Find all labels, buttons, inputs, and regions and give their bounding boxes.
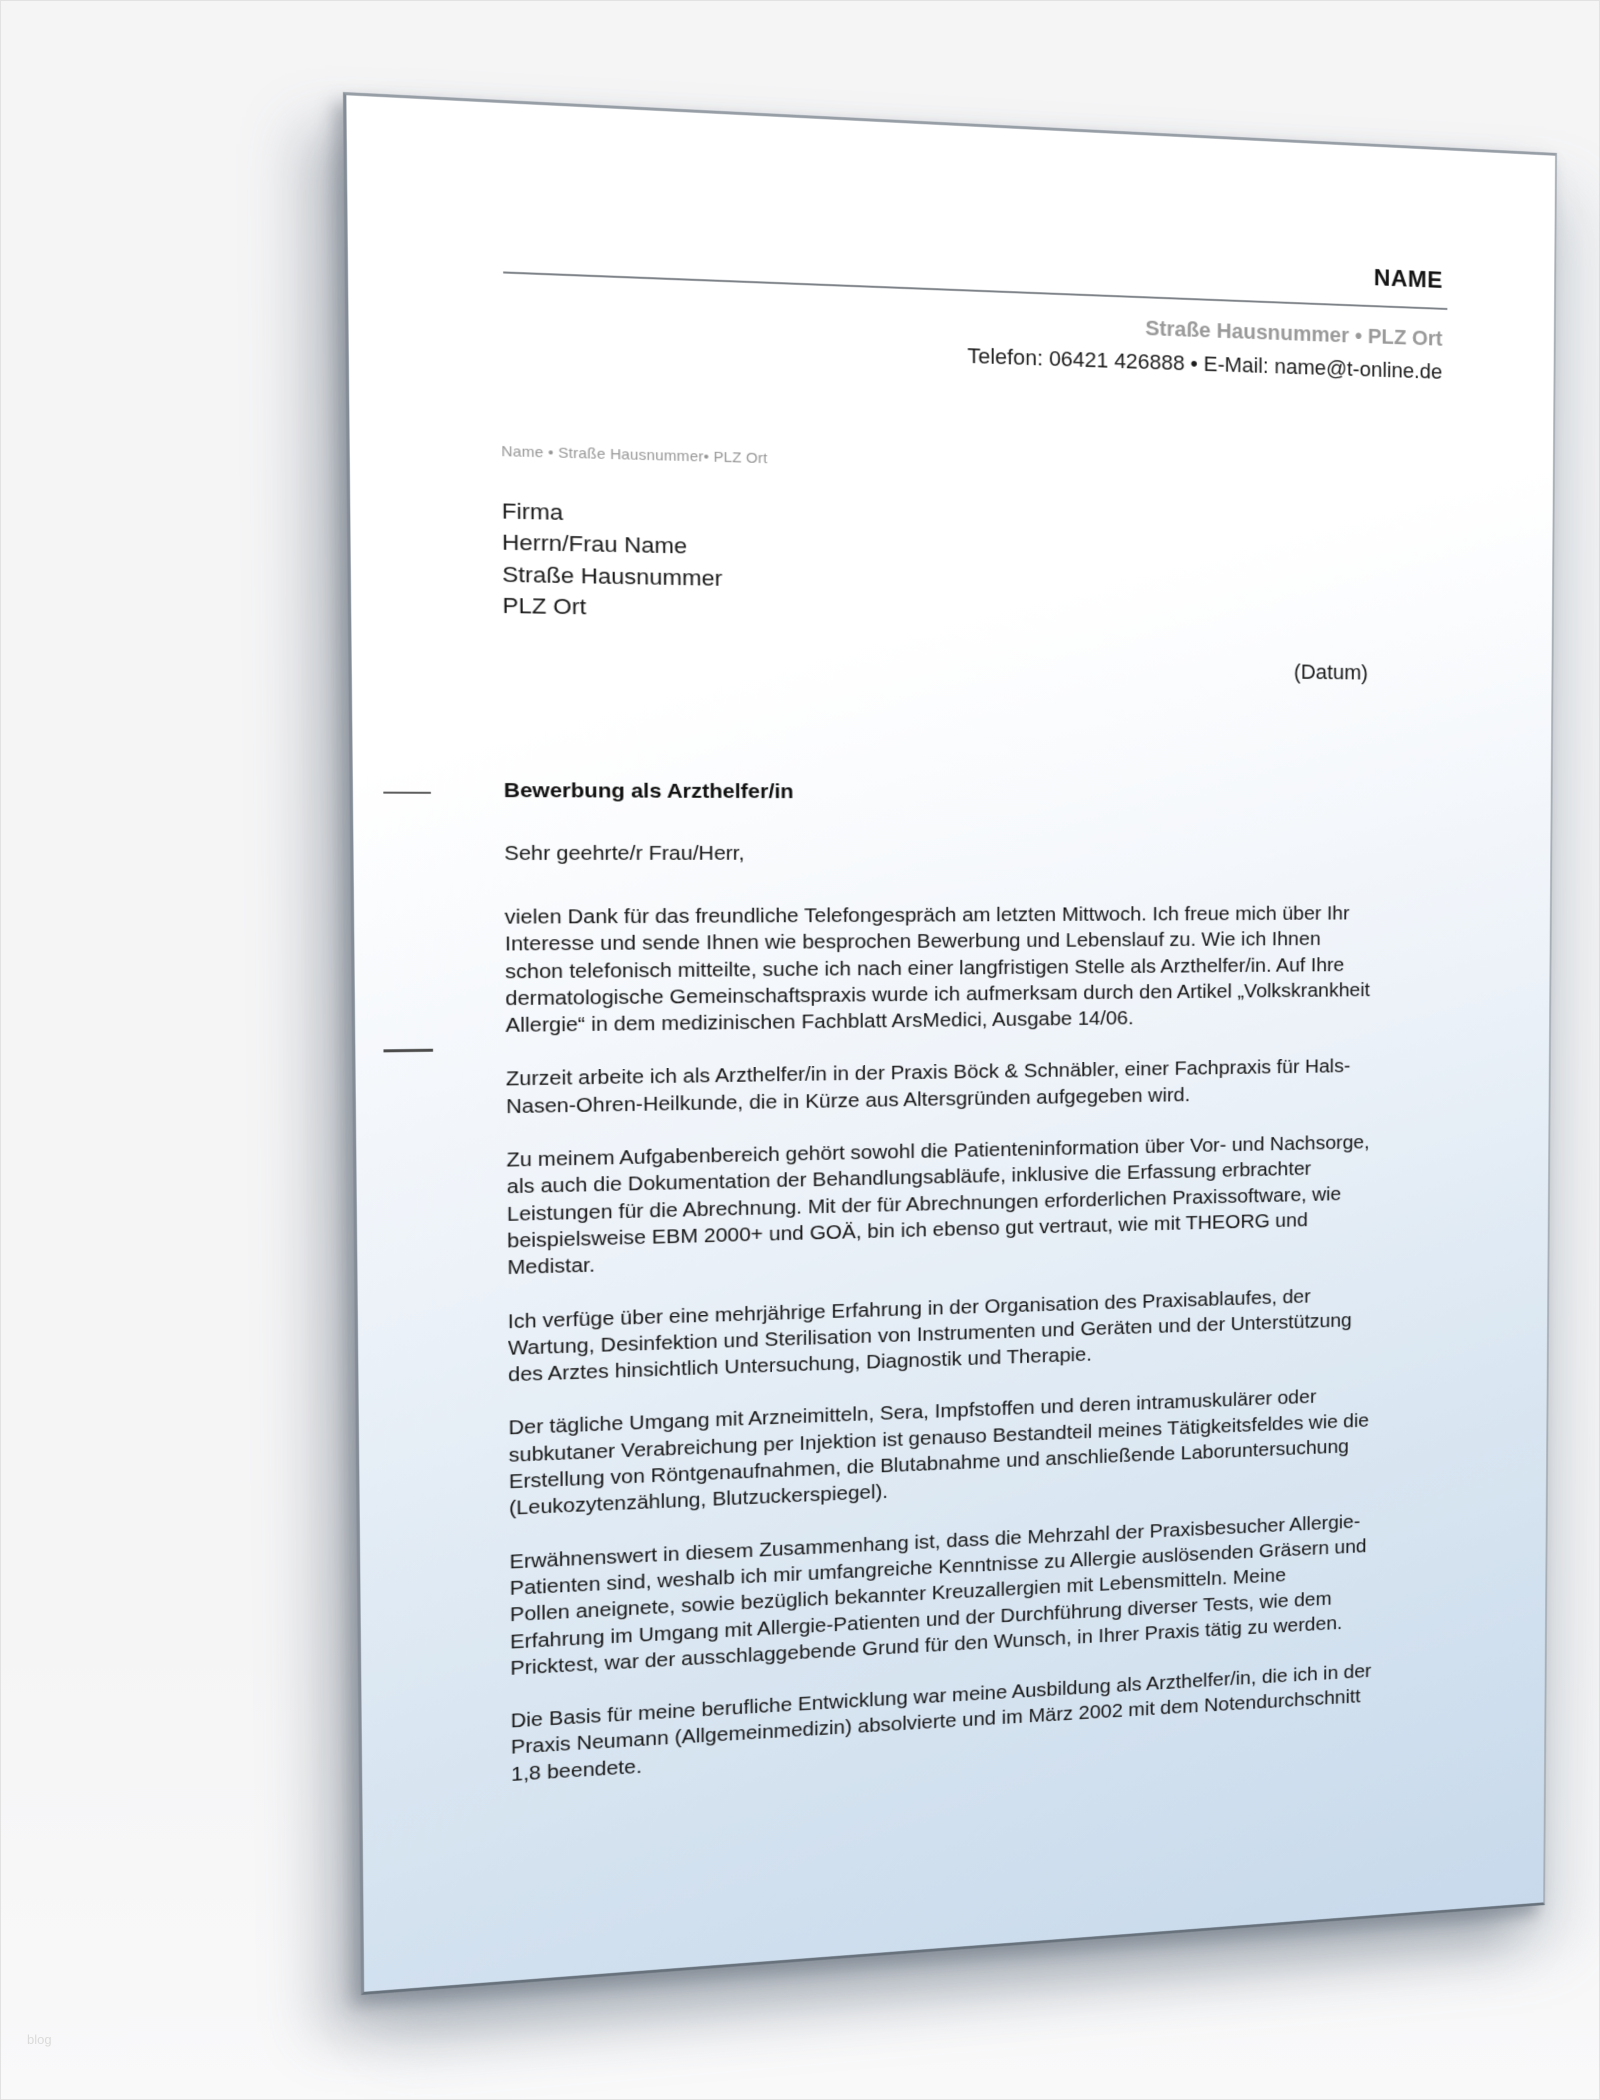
salutation: Sehr geehrte/r Frau/Herr,: [504, 841, 745, 865]
paragraph: Die Basis für meine berufliche Entwicklung war meine Ausbildung als Arzthelfer/in, die ich in der Praxis Neumann (Allgemeinmedizin) absolvierte und im März 2002 mit dem Notendurchschnitt 1,8 beendete.: [510, 1660, 1372, 1786]
sender-contact-line: Telefon: 06421 426888 • E-Mail: name@t-online.de: [967, 344, 1443, 384]
return-address-line: Name • Straße Hausnummer• PLZ Ort: [501, 444, 768, 468]
date-placeholder: (Datum): [1293, 660, 1369, 685]
fold-mark: [383, 1049, 433, 1052]
letter-body: [505, 900, 1490, 1814]
paragraph: Der tägliche Umgang mit Arzneimitteln, Sera, Impfstoffen und deren intramuskulärer oder subkutaner Verabreichung per Injektion ist genauso Bestandteil meines Tätigkeitsfeldes wie die Erstellung von Röntgenaufnahmen, die Blutabnahme und anschließende Laboruntersuchung (Leukozytenzählung, Blutzuckerspiegel).: [508, 1386, 1370, 1520]
watermark: blog: [27, 2032, 52, 2047]
recipient-address-block: Firma Herrn/Frau Name Straße Hausnummer PLZ Ort: [501, 498, 723, 620]
paragraph: Zu meinem Aufgabenbereich gehört sowohl die Patienteninformation über Vor- und Nachsorge, als auch die Dokumentation der Behandlungsabläufe, inklusive die Erfassung erbrachter Leistungen für die Abrechnung. Mit der für Abrechnungen erforderlichen Praxissoftware, wie beispielsweise EBM 2000+ und GOÄ, bin ich ebenso gut vertraut, wie mit THEORG und Medistar.: [506, 1131, 1370, 1280]
subject-line: Bewerbung als Arzthelfer/in: [503, 779, 794, 803]
paragraph: vielen Dank für das freundliche Telefongespräch am letzten Mittwoch. Ich freue mich über Ihr Interesse und sende Ihnen wie besprochen Bewerbung und Lebenslauf zu. Wie ich Ihnen schon telefonisch mitteilte, suche ich nach einer langfristigen Stelle als Arzthelfer/in. Auf Ihre dermatologische Gemeinschaftspraxis wurde ich aufmerksam durch den Artikel „Volkskrankheit Allergie“ in dem medizinischen Fachblatt ArsMedici, Ausgabe 14/06.: [504, 902, 1371, 1038]
letter-sheet: [343, 92, 1557, 1995]
sender-address-line: Straße Hausnummer • PLZ Ort: [1145, 316, 1443, 351]
fold-mark: [383, 792, 431, 794]
paragraph: Erwähnenswert in diesem Zusammenhang ist, dass die Mehrzahl der Praxisbesucher Allergie- Patienten sind, weshalb ich mir umfangreiche Kenntnisse zu Allergie auslösenden Gräsern und Pollen aneignete, sowie bezüglich bekannter Kreuzallergien mit Lebensmitteln. Meine Erfahrung im Umgang mit Allergie-Patienten und der Durchführung diverser Tests, wie dem Pricktest, war der ausschlaggebende Grund für den Wunsch, in Ihrer Praxis tätig zu werden.: [509, 1510, 1367, 1680]
paragraph: Zurzeit arbeite ich als Arzthelfer/in in der Praxis Böck & Schnäbler, einer Fachpraxis für Hals- Nasen-Ohren-Heilkunde, die in Kürze aus Altersgründen aufgegeben wird.: [505, 1055, 1351, 1118]
paragraph: Ich verfüge über eine mehrjährige Erfahrung in der Organisation des Praxisablaufes, der Wartung, Desinfektion und Sterilisation von Instrumenten und Geräten und der Unterstützung des Arztes hinsichtlich Untersuchung, Diagnostik und Therapie.: [507, 1285, 1352, 1387]
sender-name: NAME: [1373, 265, 1443, 294]
sender-header-block: [967, 305, 1442, 389]
header-divider: [503, 271, 1447, 309]
